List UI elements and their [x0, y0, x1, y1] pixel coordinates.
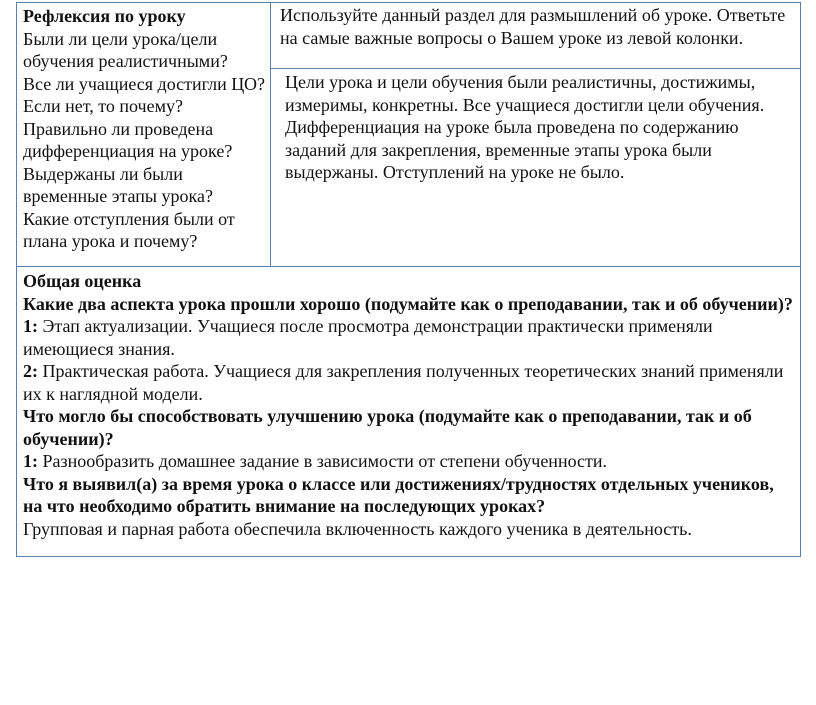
- overall-question-improve: Что могло бы способствовать улучшению урока (подумайте как о преподавании, так и об обучении)?: [23, 406, 752, 449]
- answer-cell: [271, 69, 800, 267]
- answer-item-1-text: Этап актуализации. Учащиеся после просмотра демонстрации практически применяли имеющиеся знания.: [23, 316, 713, 359]
- reflection-table: [16, 2, 801, 557]
- answer-item-3: [23, 450, 796, 473]
- question-timing: Выдержаны ли были временные этапы урока?: [23, 163, 213, 206]
- answer-item-2-text: Практическая работа. Учащиеся для закрепления полученных теоретических знаний применяли их к наглядной модели.: [23, 361, 784, 404]
- answer-item-4-text: Групповая и парная работа обеспечила включенность каждого ученика в деятельность.: [23, 518, 692, 539]
- answer-item-3-number: 1:: [23, 451, 38, 471]
- overall-title: Общая оценка: [23, 271, 142, 291]
- answer-item-2: [23, 360, 796, 405]
- question-why-not: Если нет, то почему?: [23, 96, 183, 116]
- answer-item-3-text: Разнообразить домашнее задание в зависимости от степени обученности.: [38, 451, 608, 471]
- answer-item-1: [23, 315, 796, 360]
- question-differentiation: Правильно ли проведена дифференциация на уроке?: [23, 118, 233, 161]
- answer-item-2-number: 2:: [23, 361, 38, 381]
- overall-question-good: Какие два аспекта урока прошли хорошо (подумайте как о преподавании, так и об обучении)?: [23, 293, 793, 314]
- overall-cell: [17, 267, 800, 556]
- reflection-title: Рефлексия по уроку: [23, 6, 186, 26]
- answer-item-1-number: 1:: [23, 316, 38, 336]
- instruction-text: Используйте данный раздел для размышлений об уроке. Ответьте на самые важные вопросы о Вашем уроке из левой колонки.: [280, 5, 786, 48]
- answer-text: Цели урока и цели обучения были реалистичны, достижимы, измеримы, конкретны. Все учащиеся достигли цели обучения. Дифференциация на уроке была проведена по содержанию заданий для закрепления, временные этапы урока были выдержаны. Отступлений на уроке не было.: [285, 72, 765, 182]
- overall-question-class: Что я выявил(а) за время урока о классе или достижениях/трудностях отдельных учеников, на что необходимо обратить внимание на последующих уроках?: [23, 473, 774, 516]
- instruction-cell: [271, 3, 800, 69]
- questions-cell: [17, 3, 271, 267]
- question-deviations: Какие отступления были от плана урока и почему?: [23, 208, 235, 251]
- question-achieved: Все ли учащиеся достигли ЦО?: [23, 73, 265, 94]
- question-goals: Были ли цели урока/цели обучения реалистичными?: [23, 28, 228, 71]
